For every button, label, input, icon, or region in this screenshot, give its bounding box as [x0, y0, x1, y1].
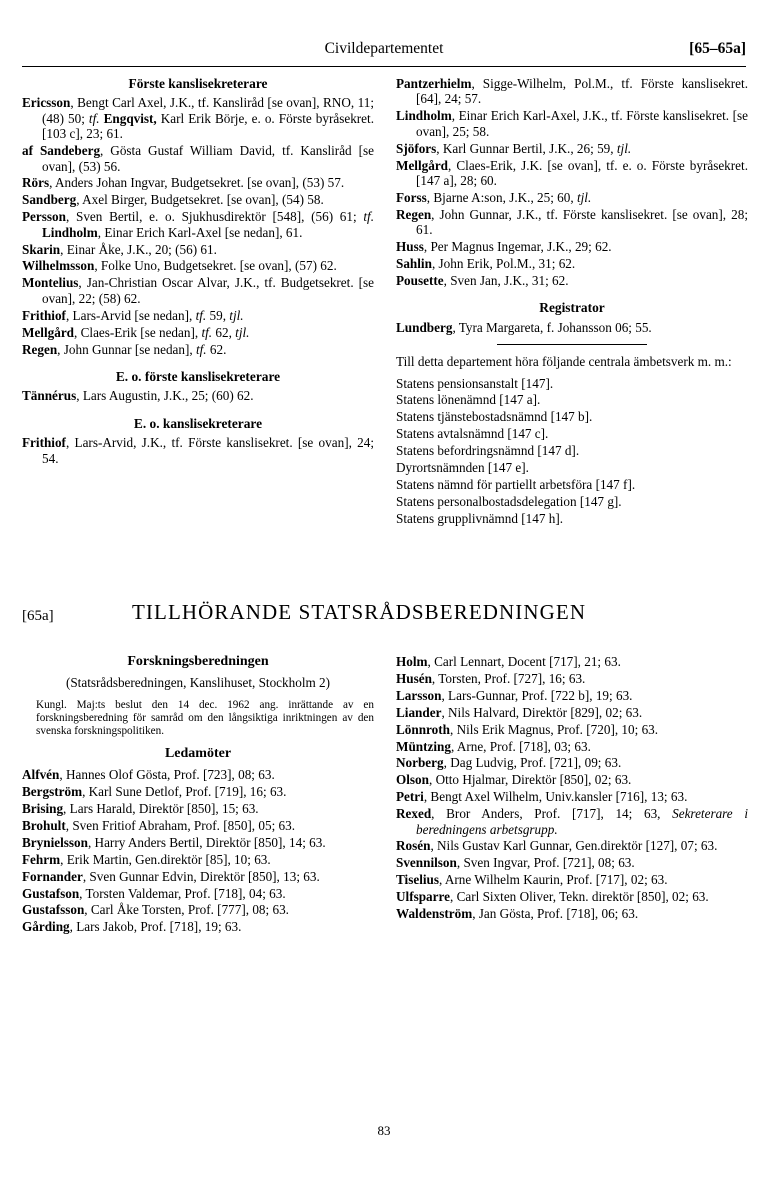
directory-entry: Frithiof, Lars-Arvid, J.K., tf. Förste kanslisekret. [se ovan], 24; 54. — [22, 435, 374, 466]
list-item: Dyrortsnämnden [147 e]. — [396, 460, 529, 476]
column-lower-right — [396, 654, 748, 923]
list-item: Statens pensionsanstalt [147]. — [396, 375, 554, 391]
directory-entry: Lönnroth, Nils Erik Magnus, Prof. [720], 10; 63. — [396, 721, 659, 737]
directory-entry: Petri, Bengt Axel Wilhelm, Univ.kansler [716], 13; 63. — [396, 789, 688, 805]
major-section-reference: [65a] — [22, 608, 54, 624]
list-item: Statens tjänstebostadsnämnd [147 b]. — [396, 409, 593, 425]
directory-entry: Husén, Torsten, Prof. [727], 16; 63. — [396, 670, 586, 686]
directory-entry: Persson, Sven Bertil, e. o. Sjukhusdirektör [548], (56) 61; tf. Lindholm, Einar Erich Karl-Axel [se nedan], 61. — [22, 209, 374, 240]
list-item: Statens grupplivnämnd [147 h]. — [396, 510, 564, 526]
directory-entry: Brohult, Sven Fritiof Abraham, Prof. [850], 05; 63. — [22, 817, 296, 833]
directory-entry: Regen, John Gunnar, J.K., tf. Förste kanslisekret. [se ovan], 28; 61. — [396, 206, 748, 238]
list-item: Statens befordringsnämnd [147 d]. — [396, 443, 580, 459]
directory-entry: Olson, Otto Hjalmar, Direktör [850], 02; 63. — [396, 772, 632, 788]
directory-entry: Fehrm, Erik Martin, Gen.direktör [85], 10; 63. — [22, 851, 271, 867]
directory-entry: Mellgård, Claes-Erik, J.K. [se ovan], tf. e. o. Förste byråsekret. [147 a], 28; 60. — [396, 157, 748, 188]
section-divider-rule — [497, 344, 647, 345]
section-heading-eo-kanslisekreterare: E. o. kanslisekreterare — [133, 415, 263, 431]
directory-entry: Ulfsparre, Carl Sixten Oliver, Tekn. direktör [850], 02; 63. — [396, 889, 709, 905]
directory-entry: Sjöfors, Karl Gunnar Bertil, J.K., 26; 59, tjl. — [396, 140, 632, 156]
directory-entry: Rexed, Bror Anders, Prof. [717], 14; 63, Sekreterare i beredningens arbetsgrupp. — [396, 806, 748, 837]
column-upper-right — [396, 76, 748, 528]
list-item: Statens personalbostadsdelegation [147 g]. — [396, 493, 622, 509]
running-head-reference: [65–65a] — [689, 40, 746, 57]
directory-entry: Lindholm, Einar Erich Karl-Axel, J.K., tf. Förste kanslisekret. [se ovan], 25; 58. — [396, 108, 748, 139]
directory-entry: Frithiof, Lars-Arvid [se nedan], tf. 59, tjl. — [22, 307, 244, 323]
entry-list-eo-kanslisekreterare — [22, 435, 374, 466]
directory-entry: Lundberg, Tyra Margareta, f. Johansson 06; 55. — [396, 319, 652, 335]
subsection-address: (Statsrådsberedningen, Kanslihuset, Stockholm 2) — [65, 675, 331, 691]
directory-entry: Holm, Carl Lennart, Docent [717], 21; 63. — [396, 654, 621, 669]
directory-entry: Montelius, Jan-Christian Oscar Alvar, J.K., tf. Budgetsekret. [se ovan], 22; (58) 62. — [22, 275, 374, 306]
directory-entry: Larsson, Lars-Gunnar, Prof. [722 b], 19; 63. — [396, 687, 633, 703]
directory-entry: Regen, John Gunnar [se nedan], tf. 62. — [22, 341, 227, 357]
directory-entry: Norberg, Dag Ludvig, Prof. [721], 09; 63. — [396, 755, 622, 771]
header-rule — [22, 66, 746, 67]
major-section-header — [22, 600, 746, 640]
directory-entry: Fornander, Sven Gunnar Edvin, Direktör [850], 13; 63. — [22, 868, 320, 884]
directory-entry: Gustafson, Torsten Valdemar, Prof. [718], 04; 63. — [22, 885, 286, 901]
directory-entry: Pousette, Sven Jan, J.K., 31; 62. — [396, 272, 569, 288]
entry-list-forste-kanslisekreterare — [22, 95, 374, 357]
running-head — [22, 40, 746, 62]
directory-entry: Tännérus, Lars Augustin, J.K., 25; (60) 62. — [22, 388, 254, 404]
directory-entry: Rörs, Anders Johan Ingvar, Budgetsekret. [se ovan], (53) 57. — [22, 175, 345, 191]
subsection-heading-forskningsberedningen: Forskningsberedningen — [127, 654, 269, 669]
agency-intro-text: Till detta departement höra följande centrala ämbetsverk m. m.: — [396, 354, 732, 370]
member-list-left — [22, 767, 374, 935]
directory-entry: Sandberg, Axel Birger, Budgetsekret. [se ovan], (54) 58. — [22, 192, 324, 208]
directory-entry: af Sandeberg, Gösta Gustaf William David, tf. Kansliråd [se ovan], (53) 56. — [22, 143, 374, 174]
directory-entry: Rosén, Nils Gustav Karl Gunnar, Gen.direktör [127], 07; 63. — [396, 838, 718, 854]
directory-entry: Liander, Nils Halvard, Direktör [829], 02; 63. — [396, 704, 643, 720]
entry-list-kanslisekreterare-continued — [396, 76, 748, 288]
subsection-note: Kungl. Maj:ts beslut den 14 dec. 1962 ang. inrättande av en forskningsberedning för samråd om den långsiktiga inriktningen av den svenska forskningspolitiken. — [36, 698, 374, 737]
directory-entry: Tiselius, Arne Wilhelm Kaurin, Prof. [717], 02; 63. — [396, 872, 668, 888]
section-heading-registrator: Registrator — [539, 300, 605, 316]
major-section-title: TILLHÖRANDE STATSRÅDSBEREDNINGEN — [132, 600, 587, 624]
directory-entry: Brising, Lars Harald, Direktör [850], 15; 63. — [22, 801, 259, 817]
directory-entry: Mellgård, Claes-Erik [se nedan], tf. 62, tjl. — [22, 324, 250, 340]
directory-entry: Pantzerhielm, Sigge-Wilhelm, Pol.M., tf. Förste kanslisekret. [64], 24; 57. — [396, 76, 748, 107]
section-heading-eo-forste-kanslisekreterare: E. o. förste kanslisekreterare — [115, 368, 281, 384]
list-item: Statens avtalsnämnd [147 c]. — [396, 426, 549, 442]
directory-entry: Waldenström, Jan Gösta, Prof. [718], 06; 63. — [396, 906, 639, 922]
agency-list — [396, 376, 748, 527]
directory-entry: Forss, Bjarne A:son, J.K., 25; 60, tjl. — [396, 189, 592, 205]
section-heading-forste-kanslisekreterare: Förste kanslisekreterare — [128, 76, 268, 91]
running-head-title: Civildepartementet — [324, 40, 444, 57]
member-list-right — [396, 654, 748, 922]
column-upper-left — [22, 76, 374, 467]
entry-list-registrator — [396, 320, 748, 335]
directory-entry: Skarin, Einar Åke, J.K., 20; (56) 61. — [22, 241, 217, 257]
column-lower-left — [22, 654, 374, 936]
list-item: Statens nämnd för partiellt arbetsföra [147 f]. — [396, 476, 636, 492]
subsection-heading-ledamoter: Ledamöter — [164, 745, 232, 761]
directory-entry: Gustafsson, Carl Åke Torsten, Prof. [777], 08; 63. — [22, 902, 289, 918]
directory-entry: Brynielsson, Harry Anders Bertil, Direktör [850], 14; 63. — [22, 834, 326, 850]
directory-entry: Svennilson, Sven Ingvar, Prof. [721], 08; 63. — [396, 855, 635, 871]
directory-entry: Gårding, Lars Jakob, Prof. [718], 19; 63. — [22, 919, 242, 935]
directory-entry: Wilhelmsson, Folke Uno, Budgetsekret. [se ovan], (57) 62. — [22, 258, 337, 274]
directory-entry: Alfvén, Hannes Olof Gösta, Prof. [723], 08; 63. — [22, 767, 275, 783]
directory-entry: Ericsson, Bengt Carl Axel, J.K., tf. Kansliråd [se ovan], RNO, 11; (48) 50; tf. Engqvist, Karl Erik Börje, e. o. Förste byråsekret. [103 c], 23; 61. — [22, 95, 374, 142]
directory-entry: Bergström, Karl Sune Detlof, Prof. [719], 16; 63. — [22, 784, 287, 800]
directory-entry: Müntzing, Arne, Prof. [718], 03; 63. — [396, 738, 591, 754]
list-item: Statens lönenämnd [147 a]. — [396, 392, 541, 408]
directory-entry: Huss, Per Magnus Ingemar, J.K., 29; 62. — [396, 239, 612, 255]
page-number: 83 — [377, 1123, 391, 1138]
entry-list-eo-forste-kanslisekreterare — [22, 388, 374, 403]
directory-entry: Sahlin, John Erik, Pol.M., 31; 62. — [396, 255, 576, 271]
